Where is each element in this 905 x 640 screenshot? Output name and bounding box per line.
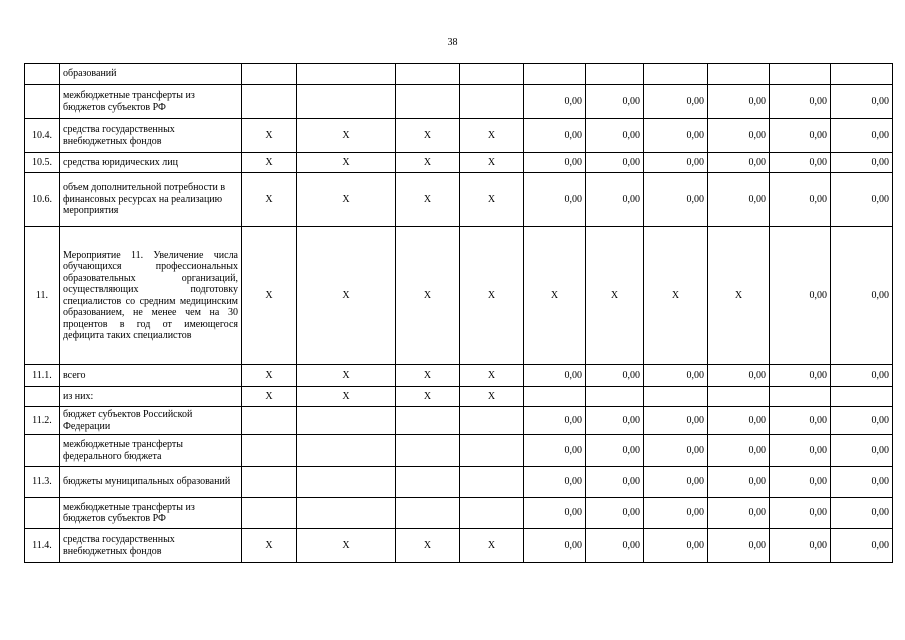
row-label-cell: всего xyxy=(60,365,242,387)
row-label-cell: средства государственных внебюджетных фондов xyxy=(60,119,242,153)
x-mark-cell: X xyxy=(242,119,297,153)
row-number-cell xyxy=(25,498,60,529)
value-cell xyxy=(524,64,586,85)
x-mark-cell: X xyxy=(460,119,524,153)
row-number-cell xyxy=(25,435,60,467)
value-cell: 0,00 xyxy=(586,119,644,153)
x-mark-cell xyxy=(297,85,396,119)
value-cell: 0,00 xyxy=(770,435,831,467)
x-mark-cell: X xyxy=(460,227,524,365)
x-mark-cell xyxy=(297,467,396,498)
x-mark-cell xyxy=(297,64,396,85)
value-cell: 0,00 xyxy=(770,227,831,365)
value-cell xyxy=(770,387,831,407)
row-number-cell: 10.6. xyxy=(25,173,60,227)
row-label-cell: бюджет субъектов Российской Федерации xyxy=(60,407,242,435)
value-cell: 0,00 xyxy=(770,173,831,227)
value-cell: 0,00 xyxy=(708,85,770,119)
value-cell: 0,00 xyxy=(831,435,893,467)
x-mark-cell: X xyxy=(242,227,297,365)
row-number-cell: 11.1. xyxy=(25,365,60,387)
value-cell: 0,00 xyxy=(708,467,770,498)
table-row xyxy=(25,467,893,498)
value-cell: 0,00 xyxy=(831,529,893,563)
x-mark-cell: X xyxy=(396,387,460,407)
row-number-cell xyxy=(25,387,60,407)
x-mark-cell: X xyxy=(396,173,460,227)
value-cell: 0,00 xyxy=(708,529,770,563)
row-label-cell: объем дополнительной потребности в финансовых ресурсах на реализацию мероприятия xyxy=(60,173,242,227)
value-cell: 0,00 xyxy=(770,365,831,387)
value-cell xyxy=(586,387,644,407)
value-cell: 0,00 xyxy=(644,365,708,387)
value-cell: 0,00 xyxy=(831,227,893,365)
x-mark-cell xyxy=(396,407,460,435)
table-row xyxy=(25,64,893,85)
x-mark-cell xyxy=(396,85,460,119)
value-cell: 0,00 xyxy=(644,85,708,119)
value-cell: 0,00 xyxy=(586,85,644,119)
x-mark-cell xyxy=(297,435,396,467)
x-mark-cell xyxy=(460,467,524,498)
row-label-cell: межбюджетные трансферты федерального бюджета xyxy=(60,435,242,467)
value-cell: 0,00 xyxy=(586,365,644,387)
x-mark-cell xyxy=(297,407,396,435)
value-cell: 0,00 xyxy=(770,498,831,529)
table-row xyxy=(25,529,893,563)
value-cell: 0,00 xyxy=(770,119,831,153)
row-number-cell: 11.4. xyxy=(25,529,60,563)
x-mark-cell: X xyxy=(297,119,396,153)
value-cell: 0,00 xyxy=(586,529,644,563)
x-mark-cell: X xyxy=(460,153,524,173)
value-cell: 0,00 xyxy=(708,153,770,173)
value-cell: 0,00 xyxy=(524,119,586,153)
row-label-cell: из них: xyxy=(60,387,242,407)
x-mark-cell xyxy=(460,407,524,435)
row-label-cell: средства государственных внебюджетных фондов xyxy=(60,529,242,563)
value-cell xyxy=(708,387,770,407)
table-row xyxy=(25,119,893,153)
x-mark-cell xyxy=(242,407,297,435)
value-cell: 0,00 xyxy=(524,407,586,435)
x-mark-cell: X xyxy=(396,227,460,365)
row-number-cell: 11.3. xyxy=(25,467,60,498)
x-mark-cell xyxy=(297,498,396,529)
value-cell: 0,00 xyxy=(586,467,644,498)
value-cell: 0,00 xyxy=(586,153,644,173)
row-label-cell: межбюджетные трансферты из бюджетов субъектов РФ xyxy=(60,498,242,529)
row-label-cell: межбюджетные трансферты из бюджетов субъектов РФ xyxy=(60,85,242,119)
value-cell: X xyxy=(586,227,644,365)
value-cell: 0,00 xyxy=(831,173,893,227)
value-cell: 0,00 xyxy=(524,467,586,498)
value-cell: 0,00 xyxy=(524,498,586,529)
row-number-cell: 10.4. xyxy=(25,119,60,153)
x-mark-cell: X xyxy=(297,365,396,387)
table-row xyxy=(25,85,893,119)
table-row xyxy=(25,173,893,227)
x-mark-cell xyxy=(242,64,297,85)
x-mark-cell xyxy=(242,498,297,529)
value-cell: 0,00 xyxy=(644,153,708,173)
value-cell: 0,00 xyxy=(770,529,831,563)
row-label-cell: Мероприятие 11. Увеличение числа обучающихся профессиональных образовательных организаций, осуществляющих подготовку специалистов со средним медицинским образованием, не менее чем на 30 процентов в год от имеющегося дефицита таких специалистов xyxy=(60,227,242,365)
value-cell: 0,00 xyxy=(770,467,831,498)
value-cell xyxy=(708,64,770,85)
x-mark-cell xyxy=(242,85,297,119)
x-mark-cell: X xyxy=(460,365,524,387)
x-mark-cell: X xyxy=(297,387,396,407)
value-cell xyxy=(524,387,586,407)
x-mark-cell xyxy=(396,467,460,498)
x-mark-cell: X xyxy=(242,529,297,563)
row-number-cell xyxy=(25,85,60,119)
table-row xyxy=(25,498,893,529)
row-number-cell: 11. xyxy=(25,227,60,365)
x-mark-cell xyxy=(396,498,460,529)
table-row xyxy=(25,387,893,407)
x-mark-cell xyxy=(460,498,524,529)
value-cell xyxy=(831,64,893,85)
x-mark-cell xyxy=(396,435,460,467)
x-mark-cell: X xyxy=(242,387,297,407)
x-mark-cell: X xyxy=(242,173,297,227)
value-cell xyxy=(770,64,831,85)
x-mark-cell xyxy=(242,467,297,498)
value-cell: 0,00 xyxy=(524,85,586,119)
row-label-cell: средства юридических лиц xyxy=(60,153,242,173)
value-cell: 0,00 xyxy=(708,365,770,387)
value-cell: 0,00 xyxy=(524,435,586,467)
table-row xyxy=(25,153,893,173)
x-mark-cell: X xyxy=(396,365,460,387)
x-mark-cell: X xyxy=(396,153,460,173)
value-cell: 0,00 xyxy=(770,153,831,173)
value-cell: 0,00 xyxy=(644,498,708,529)
value-cell: 0,00 xyxy=(831,365,893,387)
value-cell: 0,00 xyxy=(708,407,770,435)
value-cell: 0,00 xyxy=(524,529,586,563)
value-cell: X xyxy=(644,227,708,365)
x-mark-cell: X xyxy=(297,529,396,563)
value-cell: 0,00 xyxy=(644,529,708,563)
x-mark-cell: X xyxy=(297,153,396,173)
x-mark-cell: X xyxy=(297,227,396,365)
value-cell: 0,00 xyxy=(770,407,831,435)
x-mark-cell xyxy=(242,435,297,467)
value-cell: 0,00 xyxy=(831,467,893,498)
value-cell: 0,00 xyxy=(644,119,708,153)
value-cell: 0,00 xyxy=(586,173,644,227)
x-mark-cell: X xyxy=(460,529,524,563)
value-cell: 0,00 xyxy=(770,85,831,119)
value-cell xyxy=(831,387,893,407)
table-body xyxy=(25,64,893,563)
value-cell: 0,00 xyxy=(831,407,893,435)
table-row xyxy=(25,227,893,365)
value-cell: X xyxy=(708,227,770,365)
value-cell: 0,00 xyxy=(586,407,644,435)
value-cell: 0,00 xyxy=(831,498,893,529)
row-number-cell xyxy=(25,64,60,85)
table-row xyxy=(25,435,893,467)
x-mark-cell: X xyxy=(396,529,460,563)
x-mark-cell xyxy=(396,64,460,85)
value-cell: 0,00 xyxy=(831,85,893,119)
value-cell: 0,00 xyxy=(644,407,708,435)
value-cell: 0,00 xyxy=(644,173,708,227)
value-cell: 0,00 xyxy=(831,153,893,173)
table-row xyxy=(25,365,893,387)
table-row xyxy=(25,407,893,435)
x-mark-cell: X xyxy=(242,365,297,387)
value-cell: 0,00 xyxy=(586,498,644,529)
value-cell: X xyxy=(524,227,586,365)
page-number: 38 xyxy=(447,37,458,48)
x-mark-cell xyxy=(460,64,524,85)
x-mark-cell: X xyxy=(297,173,396,227)
row-label-cell: бюджеты муниципальных образований xyxy=(60,467,242,498)
value-cell: 0,00 xyxy=(708,119,770,153)
value-cell xyxy=(644,64,708,85)
x-mark-cell: X xyxy=(460,387,524,407)
value-cell: 0,00 xyxy=(644,467,708,498)
x-mark-cell: X xyxy=(460,173,524,227)
x-mark-cell: X xyxy=(396,119,460,153)
value-cell: 0,00 xyxy=(708,498,770,529)
value-cell: 0,00 xyxy=(708,173,770,227)
value-cell: 0,00 xyxy=(831,119,893,153)
value-cell: 0,00 xyxy=(524,365,586,387)
value-cell: 0,00 xyxy=(586,435,644,467)
x-mark-cell xyxy=(460,85,524,119)
value-cell: 0,00 xyxy=(524,173,586,227)
value-cell: 0,00 xyxy=(524,153,586,173)
row-number-cell: 11.2. xyxy=(25,407,60,435)
value-cell xyxy=(644,387,708,407)
budget-table xyxy=(24,63,893,563)
value-cell xyxy=(586,64,644,85)
value-cell: 0,00 xyxy=(644,435,708,467)
row-label-cell: образований xyxy=(60,64,242,85)
value-cell: 0,00 xyxy=(708,435,770,467)
x-mark-cell xyxy=(460,435,524,467)
x-mark-cell: X xyxy=(242,153,297,173)
row-number-cell: 10.5. xyxy=(25,153,60,173)
